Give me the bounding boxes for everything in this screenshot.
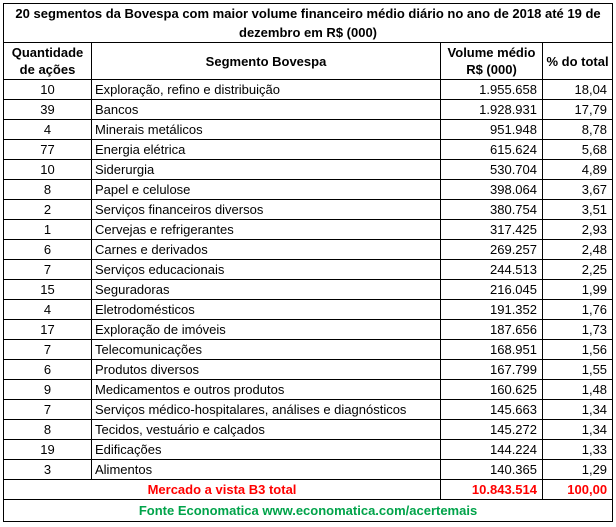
row-quantity: 7 [4,400,92,420]
table-row [4,220,613,240]
table-row [4,200,613,220]
row-quantity: 8 [4,180,92,200]
row-percent: 1,33 [543,440,613,460]
row-volume: 244.513 [441,260,543,280]
row-percent: 1,55 [543,360,613,380]
header-segment: Segmento Bovespa [92,43,441,80]
row-percent: 18,04 [543,80,613,100]
table-row [4,340,613,360]
table-row [4,460,613,480]
total-volume: 10.843.514 [441,480,543,500]
row-percent: 1,99 [543,280,613,300]
row-volume: 140.365 [441,460,543,480]
row-percent: 2,25 [543,260,613,280]
row-segment: Cervejas e refrigerantes [92,220,441,240]
header-quantity: Quantidade de ações [4,43,92,80]
row-segment: Energia elétrica [92,140,441,160]
table-row [4,80,613,100]
row-volume: 317.425 [441,220,543,240]
row-percent: 1,56 [543,340,613,360]
row-segment: Edificações [92,440,441,460]
table-row [4,100,613,120]
row-percent: 3,67 [543,180,613,200]
table-row [4,400,613,420]
table-row [4,300,613,320]
row-quantity: 10 [4,80,92,100]
row-percent: 8,78 [543,120,613,140]
row-quantity: 77 [4,140,92,160]
row-volume: 951.948 [441,120,543,140]
row-quantity: 7 [4,340,92,360]
table-row [4,180,613,200]
row-quantity: 4 [4,120,92,140]
total-row [4,480,613,500]
table-row [4,380,613,400]
row-segment: Exploração, refino e distribuição [92,80,441,100]
row-percent: 17,79 [543,100,613,120]
table-row [4,260,613,280]
row-percent: 1,34 [543,420,613,440]
row-percent: 2,93 [543,220,613,240]
row-quantity: 10 [4,160,92,180]
source-footer: Fonte Economatica www.economatica.com/acertemais [4,500,613,522]
header-percent: % do total [543,43,613,80]
row-segment: Exploração de imóveis [92,320,441,340]
table-title: 20 segmentos da Bovespa com maior volume financeiro médio diário no ano de 2018 até 19 de dezembro em R$ (000) [4,4,613,43]
row-percent: 5,68 [543,140,613,160]
row-segment: Siderurgia [92,160,441,180]
row-quantity: 3 [4,460,92,480]
row-percent: 1,48 [543,380,613,400]
total-percent: 100,00 [543,480,613,500]
row-segment: Minerais metálicos [92,120,441,140]
row-quantity: 19 [4,440,92,460]
row-volume: 144.224 [441,440,543,460]
row-volume: 1.928.931 [441,100,543,120]
table-row [4,120,613,140]
table-row [4,420,613,440]
row-volume: 269.257 [441,240,543,260]
row-segment: Serviços financeiros diversos [92,200,441,220]
row-percent: 2,48 [543,240,613,260]
row-segment: Serviços educacionais [92,260,441,280]
row-segment: Papel e celulose [92,180,441,200]
row-quantity: 4 [4,300,92,320]
header-row [4,43,613,80]
row-volume: 530.704 [441,160,543,180]
row-volume: 216.045 [441,280,543,300]
row-quantity: 6 [4,240,92,260]
row-volume: 160.625 [441,380,543,400]
table-row [4,320,613,340]
row-percent: 1,76 [543,300,613,320]
row-percent: 1,29 [543,460,613,480]
row-segment: Serviços médico-hospitalares, análises e diagnósticos [92,400,441,420]
row-segment: Eletrodomésticos [92,300,441,320]
row-segment: Telecomunicações [92,340,441,360]
row-segment: Tecidos, vestuário e calçados [92,420,441,440]
table-body [4,80,613,480]
row-segment: Seguradoras [92,280,441,300]
table-row [4,240,613,260]
row-volume: 191.352 [441,300,543,320]
row-volume: 167.799 [441,360,543,380]
segments-table [3,3,613,522]
row-percent: 3,51 [543,200,613,220]
row-volume: 187.656 [441,320,543,340]
row-percent: 1,34 [543,400,613,420]
row-quantity: 1 [4,220,92,240]
row-quantity: 15 [4,280,92,300]
row-quantity: 17 [4,320,92,340]
row-segment: Alimentos [92,460,441,480]
table-row [4,280,613,300]
row-volume: 380.754 [441,200,543,220]
row-volume: 168.951 [441,340,543,360]
row-quantity: 2 [4,200,92,220]
row-volume: 145.663 [441,400,543,420]
row-percent: 4,89 [543,160,613,180]
header-volume: Volume médio R$ (000) [441,43,543,80]
table-row [4,160,613,180]
row-percent: 1,73 [543,320,613,340]
row-segment: Medicamentos e outros produtos [92,380,441,400]
row-segment: Produtos diversos [92,360,441,380]
row-quantity: 9 [4,380,92,400]
row-volume: 1.955.658 [441,80,543,100]
row-volume: 145.272 [441,420,543,440]
table-row [4,360,613,380]
row-volume: 615.624 [441,140,543,160]
row-segment: Bancos [92,100,441,120]
row-quantity: 39 [4,100,92,120]
total-label: Mercado a vista B3 total [4,480,441,500]
table-row [4,440,613,460]
row-quantity: 6 [4,360,92,380]
row-segment: Carnes e derivados [92,240,441,260]
row-volume: 398.064 [441,180,543,200]
row-quantity: 8 [4,420,92,440]
row-quantity: 7 [4,260,92,280]
table-row [4,140,613,160]
